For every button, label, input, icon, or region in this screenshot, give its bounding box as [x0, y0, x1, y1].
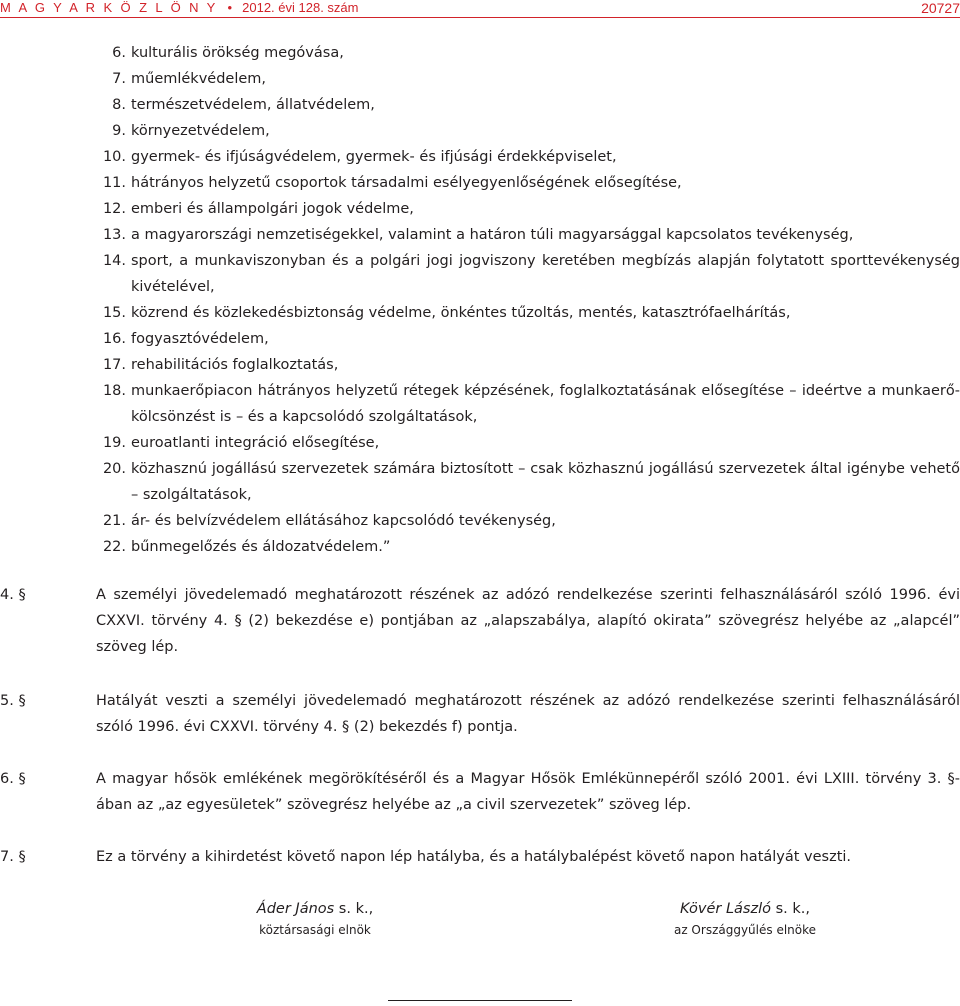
page-header — [0, 0, 960, 14]
journal-title — [0, 0, 358, 15]
signatory-title: köztársasági elnök — [259, 923, 371, 937]
list-item: 17. rehabilitációs foglalkoztatás, — [102, 357, 339, 373]
list-item: 8. természetvédelem, állatvédelem, — [112, 97, 375, 113]
signatory-title: az Országgyűlés elnöke — [673, 923, 817, 937]
footer-rule — [388, 1000, 572, 1001]
list-item: 11. hátrányos helyzetű csoportok társadalmi esélyegyenlőségének elősegítése, — [102, 175, 682, 191]
signatory-name: Kövér László s. k., — [680, 901, 810, 917]
list-item: 15. közrend és közlekedésbiztonság védelme, önkéntes tűzoltás, mentés, katasztrófaelhárítás, — [102, 305, 791, 321]
section-text: A személyi jövedelemadó meghatározott részének az adózó rendelkezése szerinti felhasználásáról szóló 1996. évi CXXVI. törvény 4. § (2) bekezdése e) pontjában az „alapszabálya, alapító okirata” szövegrész helyébe az „alapcél” szöveg lép. — [96, 587, 960, 655]
section-number: 4. § — [0, 587, 26, 603]
signature-speaker — [655, 898, 835, 940]
section-5 — [0, 688, 960, 740]
section-number: 5. § — [0, 693, 26, 709]
list-item: 16. fogyasztóvédelem, — [102, 331, 269, 347]
section-number: 7. § — [0, 849, 26, 865]
header-rule — [0, 17, 960, 18]
signature-president — [230, 898, 400, 940]
page-number: 20727 — [921, 0, 960, 16]
list-item: 10. gyermek- és ifjúságvédelem, gyermek- és ifjúsági érdekképviselet, — [102, 149, 617, 165]
section-text: A magyar hősök emlékének megörökítéséről és a Magyar Hősök Emlékünnepéről szóló 2001. évi LXIII. törvény 3. §-ában az „az egyesületek” szövegrész helyébe az „a civil szervezetek” szöveg lép. — [96, 771, 960, 813]
list-item: 6. kulturális örökség megóvása, — [112, 45, 344, 61]
section-number: 6. § — [0, 771, 26, 787]
list-item: 12. emberi és állampolgári jogok védelme, — [102, 201, 414, 217]
header-bullet: • — [227, 0, 233, 15]
list-item: 20. közhasznú jogállású szervezetek számára biztosított – csak közhasznú jogállású szervezetek által igénybe vehető – szolgáltatások, — [102, 461, 960, 503]
section-6 — [0, 766, 960, 818]
journal-name: M A G Y A R K Ö Z L Ö N Y — [0, 0, 218, 15]
issue-label: 2012. évi 128. szám — [242, 0, 359, 15]
activity-list — [96, 40, 960, 560]
section-7 — [0, 844, 960, 870]
list-item: 14. sport, a munkaviszonyban és a polgári jogi jogviszony keretében megbízás alapján folytatott sporttevékenység kivételével, — [102, 253, 960, 295]
list-item: 21. ár- és belvízvédelem ellátásához kapcsolódó tevékenység, — [102, 513, 556, 529]
list-item: 7. műemlékvédelem, — [112, 71, 267, 87]
section-4 — [0, 582, 960, 660]
list-item: 18. munkaerőpiacon hátrányos helyzetű rétegek képzésének, foglalkoztatásának elősegítése – ideértve a munkaerő-kölcsönzést is – és a kapcsolódó szolgáltatások, — [102, 383, 960, 425]
section-text: Ez a törvény a kihirdetést követő napon lép hatályba, és a hatálybalépést követő napon hatályát veszti. — [96, 849, 852, 865]
list-item: 19. euroatlanti integráció elősegítése, — [102, 435, 380, 451]
list-item: 22. bűnmegelőzés és áldozatvédelem.” — [102, 539, 391, 555]
section-text: Hatályát veszti a személyi jövedelemadó meghatározott részének az adózó rendelkezése szerinti felhasználásáról szóló 1996. évi CXXVI. törvény 4. § (2) bekezdés f) pontja. — [96, 693, 960, 735]
signatory-name: Áder János s. k., — [256, 901, 374, 917]
list-item: 13. a magyarországi nemzetiségekkel, valamint a határon túli magyarsággal kapcsolatos tevékenység, — [102, 227, 854, 243]
list-item: 9. környezetvédelem, — [112, 123, 270, 139]
